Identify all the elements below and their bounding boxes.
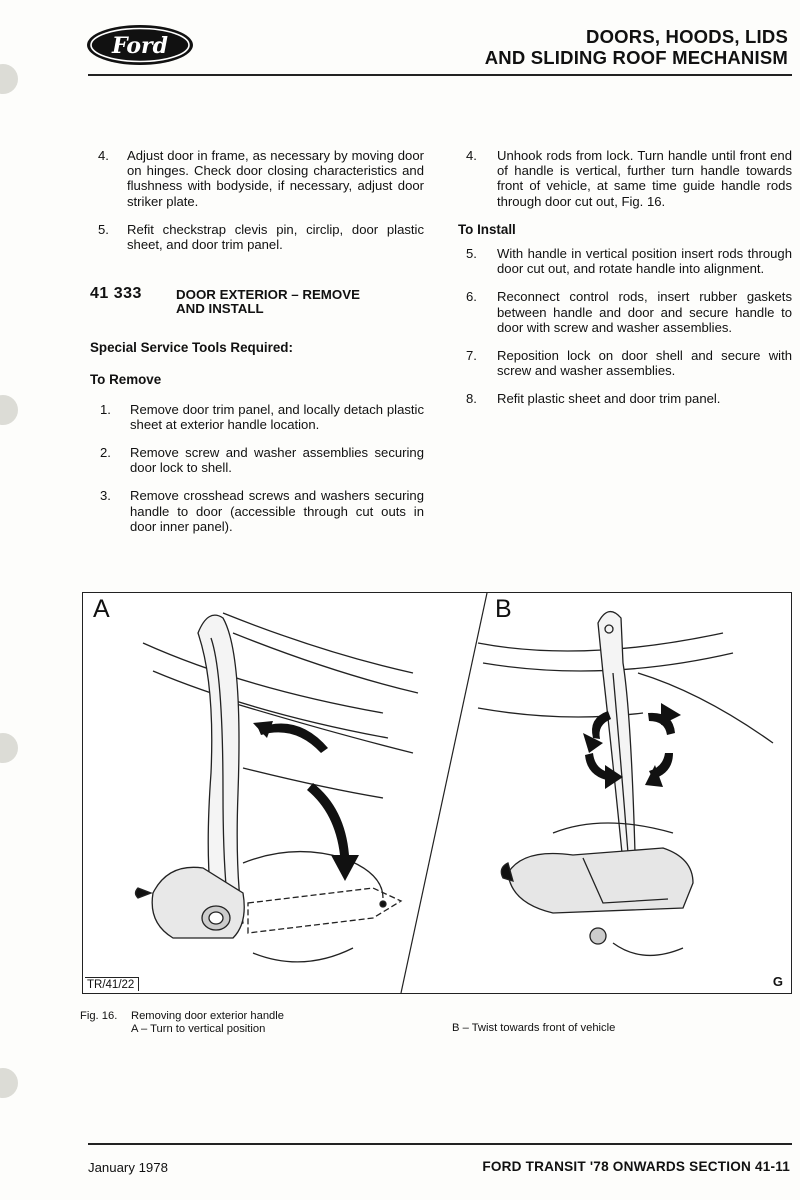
step-number: 7.: [466, 348, 477, 364]
step-text: Remove crosshead screws and washers securing handle to door (accessible through cut outs in door inner panel).: [130, 488, 424, 534]
figure-16: [82, 592, 792, 994]
page-title-line1: DOORS, HOODS, LIDS: [586, 26, 788, 47]
turn-arrows-a: [253, 721, 359, 881]
section-heading: [90, 286, 424, 316]
footer-section: FORD TRANSIT '78 ONWARDS SECTION 41-11: [482, 1159, 790, 1174]
step-item: [90, 222, 424, 252]
binder-hole: [0, 395, 18, 425]
section-title: [176, 286, 360, 316]
step-item: [458, 391, 792, 406]
right-column: [458, 148, 792, 420]
step-text: Reconnect control rods, insert rubber gaskets between handle and door and secure handle to door with screw and washer assemblies.: [497, 289, 792, 335]
step-item: [90, 148, 424, 209]
binder-hole: [0, 733, 18, 763]
handle-illustration: [83, 593, 791, 993]
step-item: [458, 289, 792, 335]
caption-a: A – Turn to vertical position: [131, 1023, 266, 1035]
step-item: [458, 148, 792, 209]
figure-caption: [80, 1010, 284, 1036]
footer-rule: [88, 1143, 792, 1145]
step-text: Remove door trim panel, and locally detach plastic sheet at exterior handle location.: [130, 401, 424, 432]
step-text: Refit plastic sheet and door trim panel.: [497, 391, 721, 407]
caption-fig-number: Fig. 16.: [80, 1010, 118, 1022]
step-text: Adjust door in frame, as necessary by moving door on hinges. Check door closing characteristics and flushness with bodyside, if necessary, adjust door striker plate.: [127, 148, 424, 209]
step-text: Unhook rods from lock. Turn handle until front end of handle is vertical, further turn handle towards front of vehicle, at same time guide handle rods through door cut out, Fig. 16.: [497, 148, 792, 209]
step-item: [90, 445, 424, 475]
panel-b-label: B: [495, 595, 512, 623]
caption-title: Removing door exterior handle: [131, 1010, 284, 1022]
figure-corner-mark: G: [772, 974, 783, 989]
page-title-line2: AND SLIDING ROOF MECHANISM: [484, 47, 788, 68]
remove-heading: To Remove: [90, 372, 162, 388]
panel-a-drawing: [136, 613, 419, 962]
left-column: [90, 148, 424, 547]
header-rule: [88, 74, 792, 76]
step-text: With handle in vertical position insert rods through door cut out, and rotate handle into alignment.: [497, 246, 792, 277]
binder-hole: [0, 1068, 18, 1098]
step-item: [90, 402, 424, 432]
install-heading: To Install: [458, 221, 516, 237]
step-number: 5.: [466, 246, 477, 262]
panel-a-label: A: [93, 595, 110, 623]
step-number: 3.: [100, 488, 111, 504]
binder-hole: [0, 64, 18, 94]
section-code: 41 333: [90, 285, 142, 303]
tools-heading: Special Service Tools Required:: [90, 340, 293, 356]
step-number: 4.: [466, 148, 477, 163]
section-title-line1: DOOR EXTERIOR – REMOVE: [176, 287, 360, 303]
footer-date: January 1978: [88, 1160, 168, 1175]
step-item: [458, 348, 792, 378]
panel-b-drawing: [478, 612, 773, 956]
ford-logo-text: Ford: [111, 33, 169, 59]
step-number: 1.: [100, 401, 111, 417]
figure-reference: TR/41/22: [85, 977, 139, 991]
ford-logo: [84, 22, 196, 68]
step-text: Reposition lock on door shell and secure with screw and washer assemblies.: [497, 348, 792, 379]
step-text: Remove screw and washer assemblies securing door lock to shell.: [130, 445, 424, 476]
step-text: Refit checkstrap clevis pin, circlip, door plastic sheet, and door trim panel.: [127, 221, 424, 253]
step-number: 4.: [98, 148, 109, 163]
step-number: 6.: [466, 289, 477, 305]
section-title-line2: AND INSTALL: [176, 301, 264, 317]
step-number: 5.: [98, 221, 109, 237]
step-number: 8.: [466, 391, 477, 407]
step-item: [458, 246, 792, 276]
step-item: [90, 488, 424, 534]
caption-b: B – Twist towards front of vehicle: [452, 1022, 616, 1034]
step-number: 2.: [100, 445, 111, 461]
page-title: [485, 26, 788, 68]
